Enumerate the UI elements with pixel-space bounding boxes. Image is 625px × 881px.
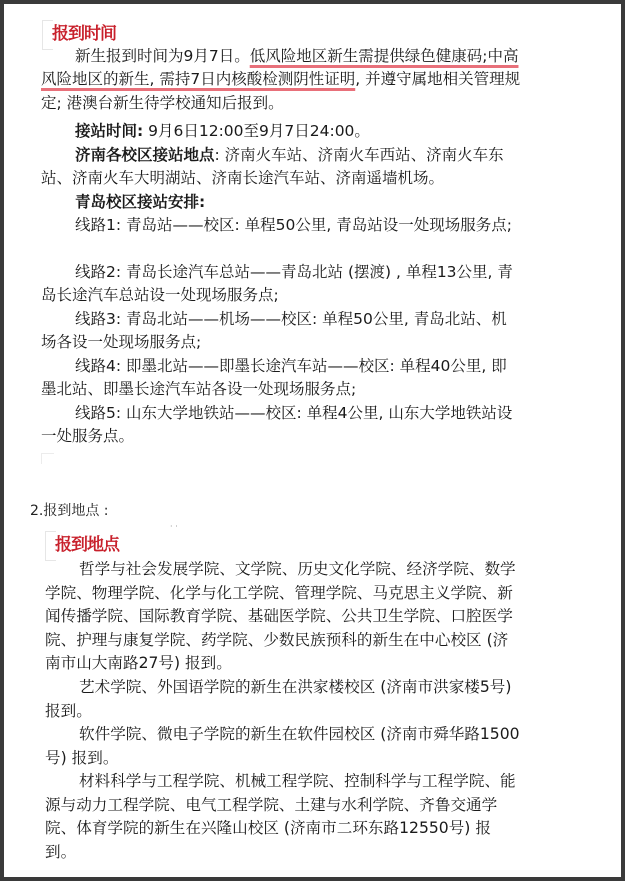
location-paragraph (45, 770, 521, 864)
route-item (41, 214, 521, 237)
decorative-corner (41, 453, 54, 464)
highlight-mid-high-risk: 中高风险地区的新生, 需持7日内核酸检测阴性证明 (41, 47, 519, 89)
label-bracket (45, 531, 56, 561)
intro-text-rest: , 并遵守属地相关管理规定; 港澳台新生待学校通知后报到。 (41, 70, 521, 112)
central-campus-text: 哲学与社会发展学院、文学院、历史文化学院、经济学院、数学学院、物理学院、化学与化工学院、管理学院、马克思主义学院、新闻传播学院、国际教育学院、基础医学院、公共卫生学院、口腔医学院、护理与康复学院、药学院、少数民族预科的新生在中心校区 (济南市山大南路27号) 报到。 (45, 560, 516, 672)
location-paragraph (45, 723, 521, 770)
label-text: 报到地点 (55, 535, 119, 555)
label-text: 报到时间 (52, 24, 116, 44)
route-3-text: 线路3: 青岛北站——机场——校区: 单程50公里, 青岛北站、机场各设一处现场服务点; (41, 310, 507, 352)
xinglongshan-campus-text: 材料科学与工程学院、机械工程学院、控制科学与工程学院、能源与动力工程学院、电气工程学院、土建与水利学院、齐鲁交通学院、体育学院的新生在兴隆山校区 (济南市二环东路12550号) 报到。 (45, 772, 516, 861)
route-2-text: 线路2: 青岛长途汽车总站——青岛北站 (摆渡) , 单程13公里, 青岛长途汽车总站设一处现场服务点; (41, 263, 513, 305)
route-item (41, 261, 521, 308)
route-5-text: 线路5: 山东大学地铁站——校区: 单程4公里, 山东大学地铁站设一处服务点。 (41, 404, 513, 446)
qingdao-label: 青岛校区接站安排: (75, 193, 206, 211)
route-item (41, 308, 521, 355)
software-park-campus-text: 软件学院、微电子学院的新生在软件园校区 (济南市舜华路1500号) 报到。 (45, 725, 520, 767)
intro-text: 新生报到时间为9月7日。 (75, 47, 250, 65)
section-label-report-time (42, 24, 116, 44)
route-4-text: 线路4: 即墨北站——即墨长途汽车站——校区: 单程40公里, 即墨北站、即墨长途汽车站各设一处现场服务点; (41, 357, 507, 399)
section-2-heading: 2.报到地点 : (30, 503, 109, 519)
jinan-pickup-label: 济南各校区接站地点 (75, 146, 215, 164)
report-time-paragraph (41, 45, 521, 115)
hongjialou-campus-text: 艺术学院、外国语学院的新生在洪家楼校区 (济南市洪家楼5号) 报到。 (45, 678, 512, 720)
qingdao-pickup-heading (41, 191, 521, 214)
route-item (41, 402, 521, 449)
route-item (41, 355, 521, 402)
highlight-low-risk: 低风险地区新生需提供绿色健康码; (249, 47, 488, 65)
jinan-pickup-value: : 济南火车站、济南火车西站、济南火车东站、济南火车大明湖站、济南长途汽车站、济南遥墙机场。 (41, 146, 504, 188)
section-label-report-location (45, 535, 119, 555)
location-paragraph (45, 676, 521, 723)
pickup-time-value: 9月6日12:00至9月7日24:00。 (143, 122, 370, 140)
location-paragraph (45, 558, 521, 676)
pickup-time-label: 接站时间: (75, 122, 144, 140)
route-1-text: 线路1: 青岛站——校区: 单程50公里, 青岛站设一处现场服务点; (75, 216, 512, 234)
jinan-pickup-paragraph (41, 144, 521, 191)
decorative-marks: · · (170, 522, 178, 531)
pickup-time-paragraph (41, 120, 521, 143)
